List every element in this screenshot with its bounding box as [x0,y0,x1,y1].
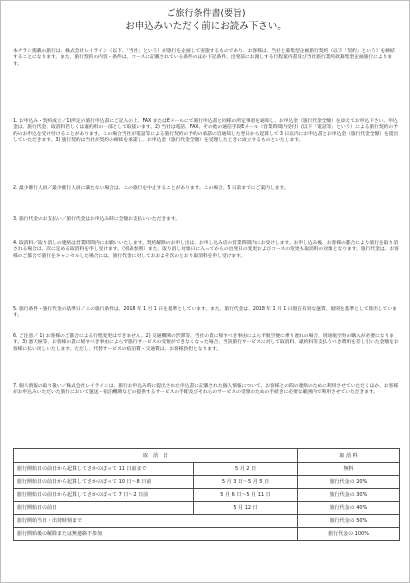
document-subtitle: お申込みいただく前にお読み下さい。 [125,21,287,32]
table-row [14,476,400,489]
clause-base-date: 5. 旅行条件・旅行代金の基準日／この旅行条件は、2018 年 1 月 1 日を基準としています。また、旅行代金は、2018 年 1 月 1 日現在有効な運賃、規則を基準として算出しています。 [13,307,397,319]
cancellation-fee-table [13,448,400,541]
clause-cancellation-fee: 4. 取消料／取り消しの連絡は営業時間内にお願いいたします。契約解除のお申し出は、お申し込み店の営業時間内にお受けします。お申し込み後、お客様の都合により旅行を取り消される場合は、次に定める取消料を申し受けます。（別表参照）また、取り消し対象日に入ってからの出発日の変更およびコースの変更も取消料の対象となります。旅行代金は、お客様のご都合で旅行をキャンセルした場合には、旅行代金に対しておおよそ次のとおり取消料を申し受けます。 [13,241,399,259]
row-fee: 旅行代金の 40% [298,502,400,515]
clause-minimum-participants: 2. 最少催行人員／最少催行人員に満たない場合は、この旅行を中止することがあります。この場合、5 日前までにご案内します。 [13,186,289,191]
row-period: 旅行開始日の前日 [14,502,194,515]
table-row [14,515,400,528]
table-row [14,463,400,476]
row-fee: 旅行代金の 100% [298,528,400,541]
row-date: 5 月 2 日 [194,463,298,476]
clause-application: 1. お申込み・契約成立／1)所定の旅行申込書にご記入の上、FAX またはEメールにて旅行申込書と同様の所定事項を通知し、お申込金（旅行代金全額）を添えてお申込下さい。申込金は、旅行代金、取消料若しくは違約料の一部として取扱います。2) 当社は電話、FAX、その他の通信手段Eメール（営業時間内受付）(以下「電話等」という）による旅行契約の予約のお申込を受け付けることがあります。この場合当社が電話等による旅行契約の予約の承諾の旨通知した翌日から起算して 3 日以内にお申込書とお申込金（旅行代金全額）を提出していただきます。3) 旅行契約は当社が契約の締結を承諾し、お申込金（旅行代金全額）を受理したときに成立するものといたします。 [13,119,399,144]
table-row [14,528,400,541]
intro-paragraph: 本チラシ掲載の旅行は、株式会社レイライン（以下、「当社」という）が旅行を企画して実施するものであり、お客様は、当社と募集型企画旅行契約（以下「契約」という）を締結することになります。また、旅行契約の内容・条件は、コースに記載されている条件のほか下記条件、出発前にお渡しする行程案内書及び当社旅行業約款募集型企画旅行によります。 [13,49,395,67]
row-period: 旅行開始日の前日から起算してさかのぼって 7 日～2 日前 [14,489,194,502]
row-fee: 旅行代金の 30% [298,489,400,502]
row-period: 旅行開始当日・出発時刻まで [14,515,298,528]
row-period: 旅行開始日の前日から起算してさかのぼって 11 日前まで [14,463,194,476]
row-fee: 無料 [298,463,400,476]
clause-payment: 3. 旅行代金のお支払い／旅行代金はお申込み時に全額お支払いいただきます。 [13,217,180,222]
header-cancel-date: 取 消 日 [14,449,298,463]
table-row [14,489,400,502]
document-title: ご旅行条件書(要旨) [166,9,246,19]
clause-notes: 6. ご注意／ 1) お客様のご都合による行程変更はできません。2) 交通機関の渋滞等、当社の責に帰すべき事由によらず航空便に乗り遅れの場合、別途航空券の購入が必要になります。3) 悪天候等、お客様の責に帰すべき事由によらず旅行サービスの受領ができなくなった場合、当該旅行サービスに対して取消料、違約料等支払うべき費用を差し引いた金額をお客様に払い戻しいたします。ただし、代替サービスの宿泊費・交通費は、お客様負担となります。 [13,334,399,352]
row-date: 5 月 3 日～5 月 5 日 [194,476,298,489]
row-period: 旅行開始後の解除または無連絡不参加 [14,528,298,541]
row-fee: 旅行代金の 50% [298,515,400,528]
table-header-row [14,449,400,463]
row-date: 5 月 12 日 [194,502,298,515]
row-period: 旅行開始日の前日から起算してさかのぼって 10 日～8 日前 [14,476,194,489]
header-cancel-fee: 取 消 料 [298,449,400,463]
row-date: 5 月 6 日～5 月 11 日 [194,489,298,502]
row-fee: 旅行代金の 20% [298,476,400,489]
table-row [14,502,400,515]
clause-privacy: 7. 個人情報の取り扱い／株式会社レイラインは、旅行お申込み時に提出された申込書に記載された個人情報について、お客様との間の連絡のために利用させていただくほか、お客様がお申込みいただいた旅行において運送・宿泊機関などの提供するサービスの手配及びそれらのサービスの受領のための手続きに必要な範囲内で利用させていただきます。 [13,384,399,396]
